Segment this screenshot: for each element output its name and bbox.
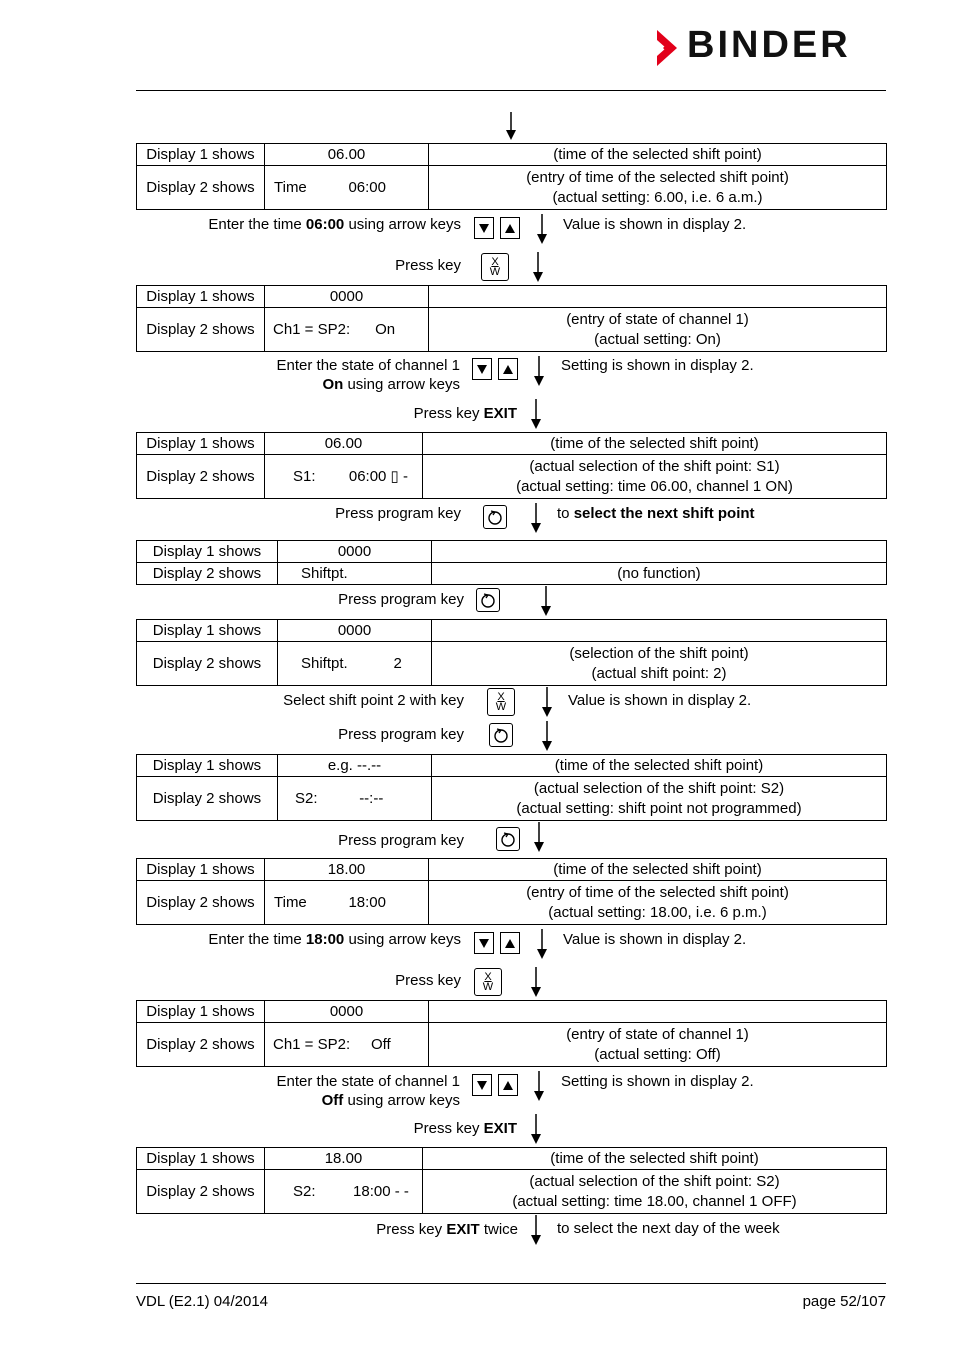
display-1-label: Display 1 shows (137, 859, 265, 881)
display-2-label: Display 2 shows (137, 1023, 265, 1067)
arrow-down-key[interactable] (474, 217, 494, 239)
display-1-label: Display 1 shows (137, 1148, 265, 1170)
step-press-key: Press key (395, 257, 461, 274)
display-1-remark (429, 1001, 887, 1023)
step-press-exit: Press key EXIT (413, 405, 517, 422)
flow-arrow-icon (533, 356, 545, 386)
brand-name: BINDER (687, 24, 851, 66)
triangle-up-icon (499, 1075, 517, 1095)
display-table-3 (136, 432, 887, 499)
display-2-value: S1: 06:00 ▯ - (265, 455, 423, 499)
display-2-remark: (actual selection of the shift point: S1) (actual setting: time 06.00, channel 1 ON) (423, 455, 887, 499)
display-1-remark (432, 620, 887, 642)
display-1-remark: (time of the selected shift point) (432, 755, 887, 777)
step-result-text: Setting is shown in display 2. (561, 1073, 754, 1090)
flow-arrow-icon (532, 252, 544, 282)
display-1-value: 0000 (278, 541, 432, 563)
display-1-value: 18.00 (265, 859, 429, 881)
binder-logo (655, 24, 890, 66)
display-1-value: 06.00 (265, 144, 429, 166)
program-key[interactable] (496, 827, 520, 851)
display-2-value: Time 18:00 (265, 881, 429, 925)
step-enter-time-1800: Enter the time 18:00 using arrow keys (208, 931, 461, 948)
triangle-down-icon (475, 218, 493, 238)
x-w-key[interactable]: X W (481, 253, 509, 281)
display-2-label: Display 2 shows (137, 455, 265, 499)
arrow-up-key[interactable] (500, 932, 520, 954)
flow-arrow-icon (505, 112, 517, 140)
display-1-label: Display 1 shows (137, 144, 265, 166)
program-key[interactable] (476, 588, 500, 612)
step-result-text: Value is shown in display 2. (563, 216, 747, 233)
display-table-4 (136, 540, 887, 585)
step-enter-time-0600: Enter the time 06:00 using arrow keys (208, 216, 461, 233)
program-key[interactable] (489, 723, 513, 747)
step-press-exit-twice: Press key EXIT twice (376, 1221, 518, 1238)
step-press-program-key: Press program key (338, 832, 464, 849)
program-key[interactable] (483, 505, 507, 529)
display-2-value: Time 06:00 (265, 166, 429, 210)
flow-arrow-icon (536, 214, 548, 244)
display-1-remark: (time of the selected shift point) (423, 433, 887, 455)
display-table-6 (136, 754, 887, 821)
display-1-label: Display 1 shows (137, 433, 265, 455)
program-cycle-icon (484, 506, 506, 528)
footer-doc-id: VDL (E2.1) 04/2014 (136, 1293, 269, 1310)
footer-page-number: page 52/107 (802, 1293, 886, 1310)
step-result-text: Value is shown in display 2. (568, 692, 752, 709)
triangle-up-icon (499, 359, 517, 379)
triangle-up-icon (501, 218, 519, 238)
display-2-remark: (entry of time of the selected shift point) (actual setting: 18.00, i.e. 6 p.m.) (429, 881, 887, 925)
display-table-2 (136, 285, 887, 352)
display-1-label: Display 1 shows (137, 755, 278, 777)
flow-arrow-icon (533, 1071, 545, 1101)
program-cycle-icon (490, 724, 512, 746)
triangle-down-icon (475, 933, 493, 953)
display-1-remark (429, 286, 887, 308)
display-2-value: Ch1 = SP2: Off (265, 1023, 429, 1067)
program-cycle-icon (477, 589, 499, 611)
display-1-label: Display 1 shows (137, 286, 265, 308)
display-1-value: 06.00 (265, 433, 423, 455)
display-2-remark: (actual selection of the shift point: S2) (actual setting: time 18.00, channel 1 OFF) (423, 1170, 887, 1214)
step-result-text: Setting is shown in display 2. (561, 357, 754, 374)
step-select-shift-point-2: Select shift point 2 with key (283, 692, 464, 709)
flow-arrow-icon (530, 503, 542, 533)
display-1-remark: (time of the selected shift point) (429, 859, 887, 881)
display-1-remark (432, 541, 887, 563)
display-1-remark: (time of the selected shift point) (429, 144, 887, 166)
display-1-value: 18.00 (265, 1148, 423, 1170)
display-1-label: Display 1 shows (137, 1001, 265, 1023)
display-2-value: Shiftpt. 2 (278, 642, 432, 686)
flow-arrow-icon (530, 967, 542, 997)
display-2-label: Display 2 shows (137, 308, 265, 352)
display-1-value: 0000 (265, 1001, 429, 1023)
display-table-8 (136, 1000, 887, 1067)
display-2-label: Display 2 shows (137, 563, 278, 585)
header-rule (136, 90, 886, 91)
footer-rule (136, 1283, 886, 1284)
display-2-remark: (entry of time of the selected shift point) (actual setting: 6.00, i.e. 6 a.m.) (429, 166, 887, 210)
arrow-down-key[interactable] (472, 1074, 492, 1096)
flow-arrow-icon (541, 687, 553, 717)
display-table-9 (136, 1147, 887, 1214)
step-press-exit: Press key EXIT (413, 1120, 517, 1137)
triangle-down-icon (473, 359, 491, 379)
display-2-remark: (entry of state of channel 1) (actual setting: Off) (429, 1023, 887, 1067)
flow-arrow-icon (536, 929, 548, 959)
step-result-text: to select the next day of the week (557, 1220, 780, 1237)
flow-arrow-icon (530, 399, 542, 429)
display-1-remark: (time of the selected shift point) (423, 1148, 887, 1170)
display-2-label: Display 2 shows (137, 642, 278, 686)
display-2-remark: (selection of the shift point) (actual shift point: 2) (432, 642, 887, 686)
binder-logo-mark-icon (655, 30, 685, 66)
step-press-key: Press key (395, 972, 461, 989)
display-2-remark: (no function) (432, 563, 887, 585)
arrow-down-key[interactable] (474, 932, 494, 954)
arrow-up-key[interactable] (500, 217, 520, 239)
triangle-up-icon (501, 933, 519, 953)
arrow-up-key[interactable] (498, 1074, 518, 1096)
display-2-value: Shiftpt. (278, 563, 432, 585)
step-enter-state-on: Enter the state of channel 1 On using arrow keys (276, 357, 460, 393)
x-w-key[interactable]: X W (474, 968, 502, 996)
flow-arrow-icon (533, 822, 545, 852)
flow-arrow-icon (541, 721, 553, 751)
display-1-label: Display 1 shows (137, 620, 278, 642)
display-2-value: S2: 18:00 - - (265, 1170, 423, 1214)
flow-arrow-icon (530, 1215, 542, 1245)
display-2-label: Display 2 shows (137, 777, 278, 821)
arrow-up-key[interactable] (498, 358, 518, 380)
display-1-label: Display 1 shows (137, 541, 278, 563)
flow-arrow-icon (540, 586, 552, 616)
flow-arrow-icon (530, 1114, 542, 1144)
program-cycle-icon (497, 828, 519, 850)
step-result-text: to select the next shift point (557, 505, 755, 522)
display-2-label: Display 2 shows (137, 1170, 265, 1214)
display-2-value: S2: --:-- (278, 777, 432, 821)
triangle-down-icon (473, 1075, 491, 1095)
display-1-value: 0000 (265, 286, 429, 308)
x-w-key[interactable]: X W (487, 688, 515, 716)
step-enter-state-off: Enter the state of channel 1 Off using arrow keys (276, 1073, 460, 1109)
step-press-program-key: Press program key (335, 505, 461, 522)
step-result-text: Value is shown in display 2. (563, 931, 747, 948)
arrow-down-key[interactable] (472, 358, 492, 380)
display-2-remark: (entry of state of channel 1) (actual setting: On) (429, 308, 887, 352)
display-2-label: Display 2 shows (137, 881, 265, 925)
display-2-label: Display 2 shows (137, 166, 265, 210)
step-press-program-key: Press program key (338, 726, 464, 743)
display-table-7 (136, 858, 887, 925)
display-2-value: Ch1 = SP2: On (265, 308, 429, 352)
display-table-1 (136, 143, 887, 210)
display-1-value: e.g. --.-- (278, 755, 432, 777)
display-2-remark: (actual selection of the shift point: S2) (actual setting: shift point not programmed) (432, 777, 887, 821)
step-press-program-key: Press program key (338, 591, 464, 608)
display-table-5 (136, 619, 887, 686)
display-1-value: 0000 (278, 620, 432, 642)
